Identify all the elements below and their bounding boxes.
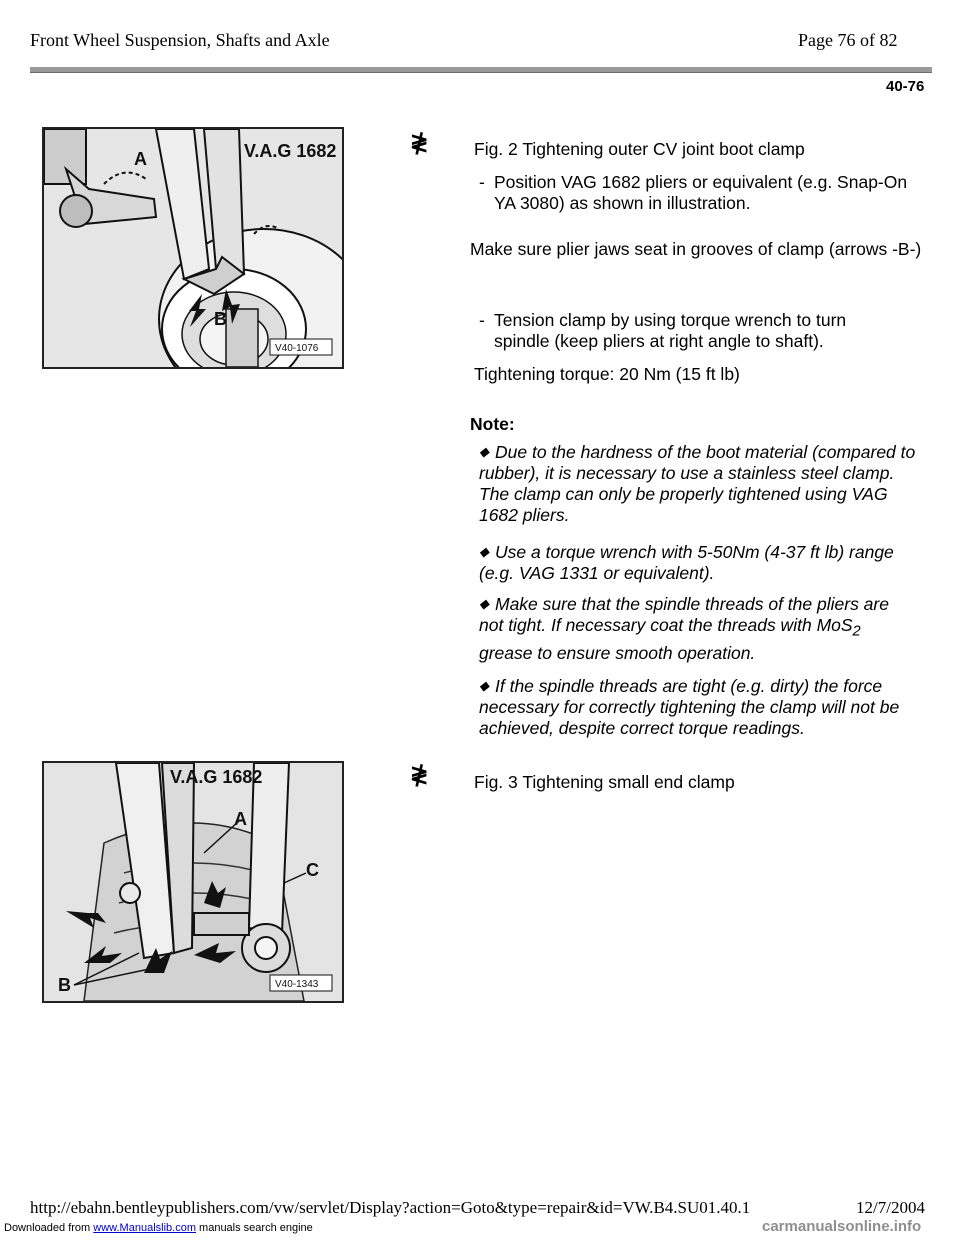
figure2-label-c: C bbox=[306, 860, 319, 880]
downloaded-from-notice: Downloaded from www.Manualslib.com manuals search engine bbox=[4, 1222, 313, 1234]
step-position: Position VAG 1682 pliers or equivalent (e.g. Snap-On YA 3080) as shown in illustration. bbox=[494, 172, 908, 213]
diamond-bullet-icon: ◆ bbox=[479, 596, 489, 611]
diamond-bullet-icon: ◆ bbox=[479, 544, 489, 559]
footer-url: http://ebahn.bentleypublishers.com/vw/servlet/Display?action=Goto&type=repair&id=VW.B4.SU01.40.1 bbox=[30, 1198, 751, 1217]
chevron-left-icon: ≹ bbox=[410, 130, 429, 155]
figure-cv-boot-clamp-drawing bbox=[44, 129, 342, 367]
figure1-label-a: A bbox=[134, 149, 147, 169]
figure-cv-boot-clamp bbox=[42, 127, 344, 369]
figure2-label-tool: V.A.G 1682 bbox=[170, 767, 263, 787]
figure2-code: V40-1343 bbox=[275, 979, 319, 990]
figure1-label-b: B bbox=[214, 309, 227, 329]
chevron-left-icon: ≹ bbox=[410, 762, 429, 787]
watermark: carmanualsonline.info bbox=[762, 1218, 922, 1235]
figure1-label-tool: V.A.G 1682 bbox=[244, 141, 337, 161]
header-rule bbox=[30, 67, 932, 73]
document-title: Front Wheel Suspension, Shafts and Axle bbox=[30, 30, 330, 50]
step-dash: - bbox=[479, 172, 485, 192]
figure2-label-a: A bbox=[234, 809, 247, 829]
note-item-3: ◆ Make sure that the spindle threads of the pliers are not tight. If necessary coat the threads with MoS$_2$ grease to ensure smooth operation. bbox=[479, 594, 889, 663]
figure2-label-b: B bbox=[58, 975, 71, 995]
note-heading: Note: bbox=[470, 414, 515, 434]
note-item-4: ◆ If the spindle threads are tight (e.g. dirty) the force necessary for correctly tightening the clamp will not be achieved, despite correct torque readings. bbox=[479, 676, 900, 738]
figure1-code: V40-1076 bbox=[275, 343, 319, 354]
step-torque: Tightening torque: 20 Nm (15 ft lb) bbox=[474, 364, 740, 384]
figure-small-end-clamp-drawing bbox=[44, 763, 342, 1001]
manualslib-link[interactable]: www.Manualslib.com bbox=[93, 1222, 196, 1234]
figure-small-end-clamp bbox=[42, 761, 344, 1003]
step-tension: Tension clamp by using torque wrench to turn spindle (keep pliers at right angle to shaft). bbox=[494, 310, 847, 351]
figure1-caption: Fig. 2 Tightening outer CV joint boot clamp bbox=[474, 139, 805, 159]
page-indicator: Page 76 of 82 bbox=[798, 30, 898, 50]
step-jaws: Make sure plier jaws seat in grooves of clamp (arrows -B-) bbox=[470, 239, 922, 259]
step-dash-2: - bbox=[479, 310, 485, 330]
diamond-bullet-icon: ◆ bbox=[479, 444, 489, 459]
note-item-2: ◆ Use a torque wrench with 5-50Nm (4-37 ft lb) range (e.g. VAG 1331 or equivalent). bbox=[479, 542, 894, 583]
section-page-number: 40-76 bbox=[886, 78, 925, 95]
footer-date: 12/7/2004 bbox=[856, 1198, 925, 1217]
note-item-1: ◆ Due to the hardness of the boot material (compared to rubber), it is necessary to use a stainless steel clamp. The clamp can only be properly tightened using VAG 1682 pliers. bbox=[479, 442, 916, 525]
figure2-caption: Fig. 3 Tightening small end clamp bbox=[474, 772, 735, 792]
diamond-bullet-icon: ◆ bbox=[479, 678, 489, 693]
